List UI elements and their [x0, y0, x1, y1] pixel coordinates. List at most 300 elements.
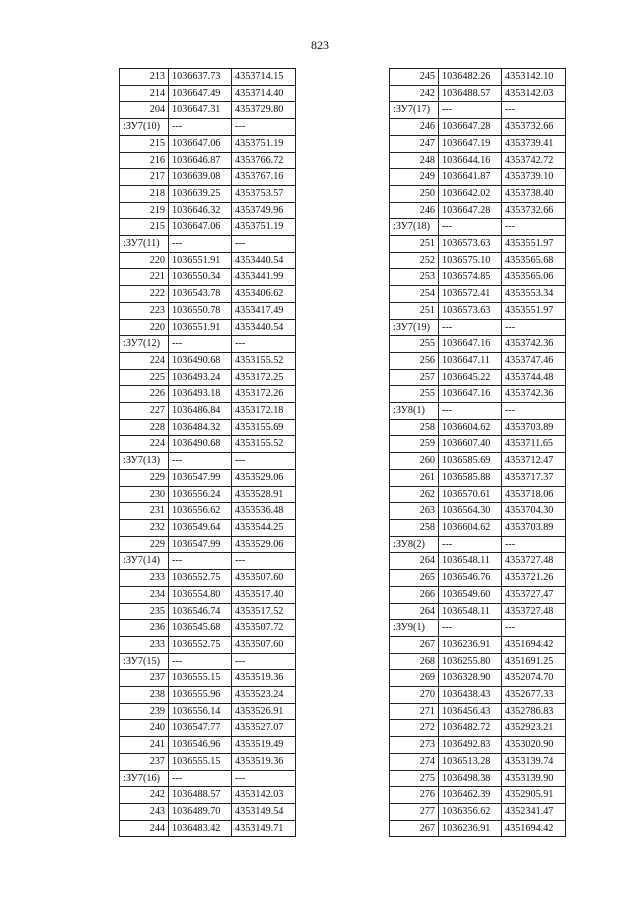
point-number-cell: 237: [120, 670, 169, 687]
point-number-cell: 213: [120, 69, 169, 86]
y-coordinate-cell: 4352786.83: [502, 703, 566, 720]
x-coordinate-cell: 1036573.63: [439, 236, 502, 253]
y-coordinate-cell: ---: [502, 102, 566, 119]
x-coordinate-cell: 1036574.85: [439, 269, 502, 286]
x-coordinate-cell: 1036482.72: [439, 720, 502, 737]
x-coordinate-cell: 1036546.74: [169, 603, 232, 620]
x-coordinate-cell: 1036604.62: [439, 519, 502, 536]
point-number-cell: 268: [390, 653, 439, 670]
group-header-row: [390, 219, 566, 236]
x-coordinate-cell: 1036236.91: [439, 820, 502, 837]
table-row: [120, 620, 296, 637]
y-coordinate-cell: 4353507.60: [232, 570, 296, 587]
x-coordinate-cell: ---: [169, 236, 232, 253]
y-coordinate-cell: 4353142.10: [502, 69, 566, 86]
y-coordinate-cell: 4352905.91: [502, 787, 566, 804]
table-row: [390, 302, 566, 319]
y-coordinate-cell: 4353565.06: [502, 269, 566, 286]
table-row: [120, 519, 296, 536]
point-number-cell: 235: [120, 603, 169, 620]
y-coordinate-cell: 4353172.25: [232, 369, 296, 386]
point-number-cell: 225: [120, 369, 169, 386]
y-coordinate-cell: 4352923.21: [502, 720, 566, 737]
table-row: [390, 687, 566, 704]
table-row: [120, 436, 296, 453]
x-coordinate-cell: ---: [439, 536, 502, 553]
table-row: [120, 352, 296, 369]
x-coordinate-cell: 1036647.06: [169, 135, 232, 152]
x-coordinate-cell: 1036564.30: [439, 503, 502, 520]
y-coordinate-cell: 4353519.36: [232, 753, 296, 770]
table-row: [390, 69, 566, 86]
y-coordinate-cell: 4353155.69: [232, 419, 296, 436]
point-number-cell: 230: [120, 486, 169, 503]
x-coordinate-cell: 1036555.15: [169, 670, 232, 687]
y-coordinate-cell: 4353519.36: [232, 670, 296, 687]
x-coordinate-cell: 1036493.24: [169, 369, 232, 386]
point-number-cell: 248: [390, 152, 439, 169]
x-coordinate-cell: 1036642.02: [439, 185, 502, 202]
table-row: [390, 185, 566, 202]
point-number-cell: 239: [120, 703, 169, 720]
y-coordinate-cell: 4353747.46: [502, 352, 566, 369]
y-coordinate-cell: 4353517.52: [232, 603, 296, 620]
group-header-row: [120, 236, 296, 253]
x-coordinate-cell: 1036356.62: [439, 803, 502, 820]
y-coordinate-cell: 4353744.48: [502, 369, 566, 386]
x-coordinate-cell: 1036552.75: [169, 570, 232, 587]
table-row: [120, 787, 296, 804]
x-coordinate-cell: ---: [439, 102, 502, 119]
point-number-cell: 266: [390, 586, 439, 603]
table-row: [120, 687, 296, 704]
y-coordinate-cell: ---: [232, 453, 296, 470]
table-row: [390, 119, 566, 136]
y-coordinate-cell: ---: [232, 553, 296, 570]
table-row: [390, 720, 566, 737]
point-number-cell: 258: [390, 419, 439, 436]
point-number-cell: 246: [390, 119, 439, 136]
point-number-cell: 236: [120, 620, 169, 637]
table-row: [390, 770, 566, 787]
point-number-cell: 224: [120, 436, 169, 453]
x-coordinate-cell: 1036644.16: [439, 152, 502, 169]
point-number-cell: 255: [390, 386, 439, 403]
point-number-cell: 269: [390, 670, 439, 687]
y-coordinate-cell: 4353172.26: [232, 386, 296, 403]
point-number-cell: 237: [120, 753, 169, 770]
x-coordinate-cell: 1036604.62: [439, 419, 502, 436]
table-row: [390, 169, 566, 186]
y-coordinate-cell: 4353526.91: [232, 703, 296, 720]
table-row: [120, 503, 296, 520]
point-number-cell: 228: [120, 419, 169, 436]
x-coordinate-cell: 1036637.73: [169, 69, 232, 86]
x-coordinate-cell: 1036551.91: [169, 319, 232, 336]
x-coordinate-cell: ---: [439, 319, 502, 336]
x-coordinate-cell: ---: [169, 119, 232, 136]
y-coordinate-cell: ---: [232, 770, 296, 787]
table-row: [120, 386, 296, 403]
y-coordinate-cell: 4353507.60: [232, 636, 296, 653]
point-number-cell: 261: [390, 469, 439, 486]
table-row: [120, 152, 296, 169]
group-header-row: [390, 536, 566, 553]
table-row: [120, 169, 296, 186]
point-number-cell: 250: [390, 185, 439, 202]
x-coordinate-cell: 1036490.68: [169, 436, 232, 453]
point-number-cell: 215: [120, 219, 169, 236]
x-coordinate-cell: 1036545.68: [169, 620, 232, 637]
x-coordinate-cell: ---: [169, 453, 232, 470]
point-number-cell: 244: [120, 820, 169, 837]
y-coordinate-cell: 4353551.97: [502, 302, 566, 319]
x-coordinate-cell: 1036647.31: [169, 102, 232, 119]
point-number-cell: 233: [120, 570, 169, 587]
group-label-cell: :ЗУ7(10): [120, 119, 169, 136]
table-row: [120, 803, 296, 820]
x-coordinate-cell: 1036555.15: [169, 753, 232, 770]
table-row: [390, 469, 566, 486]
y-coordinate-cell: ---: [502, 403, 566, 420]
table-row: [120, 720, 296, 737]
point-number-cell: 223: [120, 302, 169, 319]
point-number-cell: 220: [120, 252, 169, 269]
point-number-cell: 220: [120, 319, 169, 336]
x-coordinate-cell: 1036548.11: [439, 603, 502, 620]
x-coordinate-cell: 1036513.28: [439, 753, 502, 770]
y-coordinate-cell: 4353139.90: [502, 770, 566, 787]
y-coordinate-cell: 4353529.06: [232, 536, 296, 553]
point-number-cell: 251: [390, 302, 439, 319]
point-number-cell: 263: [390, 503, 439, 520]
point-number-cell: 214: [120, 85, 169, 102]
point-number-cell: 219: [120, 202, 169, 219]
group-label-cell: :ЗУ8(1): [390, 403, 439, 420]
table-row: [390, 519, 566, 536]
table-row: [390, 286, 566, 303]
coordinates-table-left: [119, 68, 296, 837]
y-coordinate-cell: 4352341.47: [502, 803, 566, 820]
x-coordinate-cell: 1036607.40: [439, 436, 502, 453]
point-number-cell: 229: [120, 536, 169, 553]
y-coordinate-cell: 4353729.80: [232, 102, 296, 119]
group-header-row: [390, 620, 566, 637]
point-number-cell: 233: [120, 636, 169, 653]
point-number-cell: 276: [390, 787, 439, 804]
point-number-cell: 277: [390, 803, 439, 820]
y-coordinate-cell: 4353142.03: [502, 85, 566, 102]
y-coordinate-cell: 4353767.16: [232, 169, 296, 186]
point-number-cell: 257: [390, 369, 439, 386]
table-row: [390, 703, 566, 720]
point-number-cell: 216: [120, 152, 169, 169]
x-coordinate-cell: 1036456.43: [439, 703, 502, 720]
point-number-cell: 251: [390, 236, 439, 253]
point-number-cell: 240: [120, 720, 169, 737]
group-header-row: [120, 653, 296, 670]
point-number-cell: 221: [120, 269, 169, 286]
group-header-row: [120, 770, 296, 787]
table-row: [390, 636, 566, 653]
table-row: [120, 570, 296, 587]
x-coordinate-cell: 1036462.39: [439, 787, 502, 804]
y-coordinate-cell: 4353739.41: [502, 135, 566, 152]
point-number-cell: 272: [390, 720, 439, 737]
group-label-cell: :ЗУ7(19): [390, 319, 439, 336]
y-coordinate-cell: 4353020.90: [502, 737, 566, 754]
table-row: [390, 486, 566, 503]
table-row: [390, 202, 566, 219]
coordinates-table-right-body: [390, 69, 566, 837]
table-row: [120, 269, 296, 286]
y-coordinate-cell: 4353440.54: [232, 252, 296, 269]
x-coordinate-cell: 1036646.32: [169, 202, 232, 219]
x-coordinate-cell: 1036550.78: [169, 302, 232, 319]
table-row: [120, 319, 296, 336]
point-number-cell: 224: [120, 352, 169, 369]
table-row: [390, 419, 566, 436]
group-label-cell: :ЗУ7(16): [120, 770, 169, 787]
point-number-cell: 243: [120, 803, 169, 820]
page-number: 823: [311, 38, 329, 52]
table-row: [390, 252, 566, 269]
x-coordinate-cell: ---: [169, 653, 232, 670]
point-number-cell: 274: [390, 753, 439, 770]
x-coordinate-cell: 1036438.43: [439, 687, 502, 704]
y-coordinate-cell: 4353714.40: [232, 85, 296, 102]
x-coordinate-cell: 1036547.77: [169, 720, 232, 737]
table-row: [120, 536, 296, 553]
point-number-cell: 271: [390, 703, 439, 720]
y-coordinate-cell: 4353742.72: [502, 152, 566, 169]
point-number-cell: 249: [390, 169, 439, 186]
x-coordinate-cell: 1036647.49: [169, 85, 232, 102]
group-header-row: [120, 119, 296, 136]
x-coordinate-cell: 1036486.84: [169, 403, 232, 420]
point-number-cell: 242: [390, 85, 439, 102]
table-row: [120, 302, 296, 319]
point-number-cell: 247: [390, 135, 439, 152]
y-coordinate-cell: 4352677.33: [502, 687, 566, 704]
table-row: [390, 436, 566, 453]
y-coordinate-cell: ---: [232, 336, 296, 353]
point-number-cell: 232: [120, 519, 169, 536]
coordinates-table-right: [389, 68, 566, 837]
point-number-cell: 231: [120, 503, 169, 520]
x-coordinate-cell: 1036550.34: [169, 269, 232, 286]
y-coordinate-cell: 4353721.26: [502, 570, 566, 587]
table-row: [390, 737, 566, 754]
x-coordinate-cell: 1036546.76: [439, 570, 502, 587]
y-coordinate-cell: 4353751.19: [232, 219, 296, 236]
x-coordinate-cell: 1036646.87: [169, 152, 232, 169]
table-row: [120, 185, 296, 202]
x-coordinate-cell: 1036647.28: [439, 202, 502, 219]
y-coordinate-cell: 4353711.65: [502, 436, 566, 453]
point-number-cell: 222: [120, 286, 169, 303]
table-row: [390, 85, 566, 102]
y-coordinate-cell: 4353149.71: [232, 820, 296, 837]
y-coordinate-cell: 4353551.97: [502, 236, 566, 253]
point-number-cell: 259: [390, 436, 439, 453]
x-coordinate-cell: 1036498.38: [439, 770, 502, 787]
point-number-cell: 256: [390, 352, 439, 369]
table-row: [120, 252, 296, 269]
point-number-cell: 273: [390, 737, 439, 754]
y-coordinate-cell: 4353529.06: [232, 469, 296, 486]
x-coordinate-cell: 1036575.10: [439, 252, 502, 269]
y-coordinate-cell: 4353704.30: [502, 503, 566, 520]
y-coordinate-cell: 4353753.57: [232, 185, 296, 202]
table-row: [390, 553, 566, 570]
y-coordinate-cell: 4353749.96: [232, 202, 296, 219]
x-coordinate-cell: ---: [169, 770, 232, 787]
y-coordinate-cell: 4353732.66: [502, 202, 566, 219]
x-coordinate-cell: ---: [169, 336, 232, 353]
x-coordinate-cell: 1036645.22: [439, 369, 502, 386]
x-coordinate-cell: 1036639.25: [169, 185, 232, 202]
y-coordinate-cell: 4353565.68: [502, 252, 566, 269]
x-coordinate-cell: 1036547.99: [169, 469, 232, 486]
point-number-cell: 260: [390, 453, 439, 470]
x-coordinate-cell: ---: [439, 620, 502, 637]
point-number-cell: 270: [390, 687, 439, 704]
x-coordinate-cell: 1036236.91: [439, 636, 502, 653]
point-number-cell: 264: [390, 553, 439, 570]
y-coordinate-cell: 4351691.25: [502, 653, 566, 670]
table-row: [390, 670, 566, 687]
x-coordinate-cell: 1036483.42: [169, 820, 232, 837]
y-coordinate-cell: 4353742.36: [502, 386, 566, 403]
table-row: [390, 653, 566, 670]
y-coordinate-cell: 4353742.36: [502, 336, 566, 353]
x-coordinate-cell: 1036549.60: [439, 586, 502, 603]
group-header-row: [390, 319, 566, 336]
y-coordinate-cell: 4353703.89: [502, 519, 566, 536]
point-number-cell: 254: [390, 286, 439, 303]
x-coordinate-cell: 1036647.19: [439, 135, 502, 152]
table-row: [390, 135, 566, 152]
table-row: [120, 469, 296, 486]
y-coordinate-cell: ---: [502, 536, 566, 553]
x-coordinate-cell: 1036647.11: [439, 352, 502, 369]
table-row: [120, 636, 296, 653]
table-row: [390, 453, 566, 470]
y-coordinate-cell: 4353440.54: [232, 319, 296, 336]
y-coordinate-cell: ---: [232, 653, 296, 670]
x-coordinate-cell: 1036552.75: [169, 636, 232, 653]
y-coordinate-cell: 4353739.10: [502, 169, 566, 186]
x-coordinate-cell: 1036482.26: [439, 69, 502, 86]
y-coordinate-cell: 4353727.48: [502, 553, 566, 570]
point-number-cell: 255: [390, 336, 439, 353]
table-row: [120, 69, 296, 86]
x-coordinate-cell: 1036647.16: [439, 386, 502, 403]
group-header-row: [390, 403, 566, 420]
x-coordinate-cell: 1036492.83: [439, 737, 502, 754]
x-coordinate-cell: ---: [439, 403, 502, 420]
x-coordinate-cell: 1036548.11: [439, 553, 502, 570]
table-row: [120, 369, 296, 386]
y-coordinate-cell: ---: [232, 119, 296, 136]
x-coordinate-cell: 1036490.68: [169, 352, 232, 369]
table-row: [390, 753, 566, 770]
y-coordinate-cell: 4353751.19: [232, 135, 296, 152]
point-number-cell: 218: [120, 185, 169, 202]
point-number-cell: 215: [120, 135, 169, 152]
x-coordinate-cell: 1036555.96: [169, 687, 232, 704]
table-row: [120, 403, 296, 420]
x-coordinate-cell: 1036488.57: [439, 85, 502, 102]
table-row: [390, 369, 566, 386]
x-coordinate-cell: 1036547.99: [169, 536, 232, 553]
table-row: [390, 820, 566, 837]
table-row: [120, 486, 296, 503]
x-coordinate-cell: ---: [439, 219, 502, 236]
point-number-cell: 252: [390, 252, 439, 269]
table-row: [120, 102, 296, 119]
x-coordinate-cell: 1036556.24: [169, 486, 232, 503]
point-number-cell: 204: [120, 102, 169, 119]
y-coordinate-cell: 4353519.49: [232, 737, 296, 754]
y-coordinate-cell: 4353142.03: [232, 787, 296, 804]
group-label-cell: :ЗУ7(14): [120, 553, 169, 570]
point-number-cell: 265: [390, 570, 439, 587]
y-coordinate-cell: 4353553.34: [502, 286, 566, 303]
table-row: [390, 336, 566, 353]
x-coordinate-cell: 1036556.62: [169, 503, 232, 520]
y-coordinate-cell: 4353727.48: [502, 603, 566, 620]
y-coordinate-cell: 4353717.37: [502, 469, 566, 486]
x-coordinate-cell: 1036585.88: [439, 469, 502, 486]
group-header-row: [120, 553, 296, 570]
table-row: [120, 586, 296, 603]
group-label-cell: :ЗУ7(17): [390, 102, 439, 119]
y-coordinate-cell: 4353139.74: [502, 753, 566, 770]
table-row: [120, 603, 296, 620]
y-coordinate-cell: 4353507.72: [232, 620, 296, 637]
y-coordinate-cell: 4353766.72: [232, 152, 296, 169]
y-coordinate-cell: 4353417.49: [232, 302, 296, 319]
x-coordinate-cell: 1036647.28: [439, 119, 502, 136]
y-coordinate-cell: 4353732.66: [502, 119, 566, 136]
x-coordinate-cell: 1036570.61: [439, 486, 502, 503]
x-coordinate-cell: ---: [169, 553, 232, 570]
table-row: [390, 352, 566, 369]
y-coordinate-cell: ---: [502, 319, 566, 336]
y-coordinate-cell: 4353155.52: [232, 436, 296, 453]
x-coordinate-cell: 1036255.80: [439, 653, 502, 670]
table-row: [390, 586, 566, 603]
y-coordinate-cell: 4353714.15: [232, 69, 296, 86]
y-coordinate-cell: ---: [232, 236, 296, 253]
y-coordinate-cell: 4352074.70: [502, 670, 566, 687]
table-row: [120, 135, 296, 152]
table-row: [120, 419, 296, 436]
table-row: [120, 85, 296, 102]
point-number-cell: 246: [390, 202, 439, 219]
y-coordinate-cell: 4353738.40: [502, 185, 566, 202]
x-coordinate-cell: 1036573.63: [439, 302, 502, 319]
group-label-cell: :ЗУ7(15): [120, 653, 169, 670]
point-number-cell: 227: [120, 403, 169, 420]
group-label-cell: :ЗУ8(2): [390, 536, 439, 553]
table-row: [390, 236, 566, 253]
y-coordinate-cell: 4353149.54: [232, 803, 296, 820]
table-row: [390, 803, 566, 820]
x-coordinate-cell: 1036546.96: [169, 737, 232, 754]
